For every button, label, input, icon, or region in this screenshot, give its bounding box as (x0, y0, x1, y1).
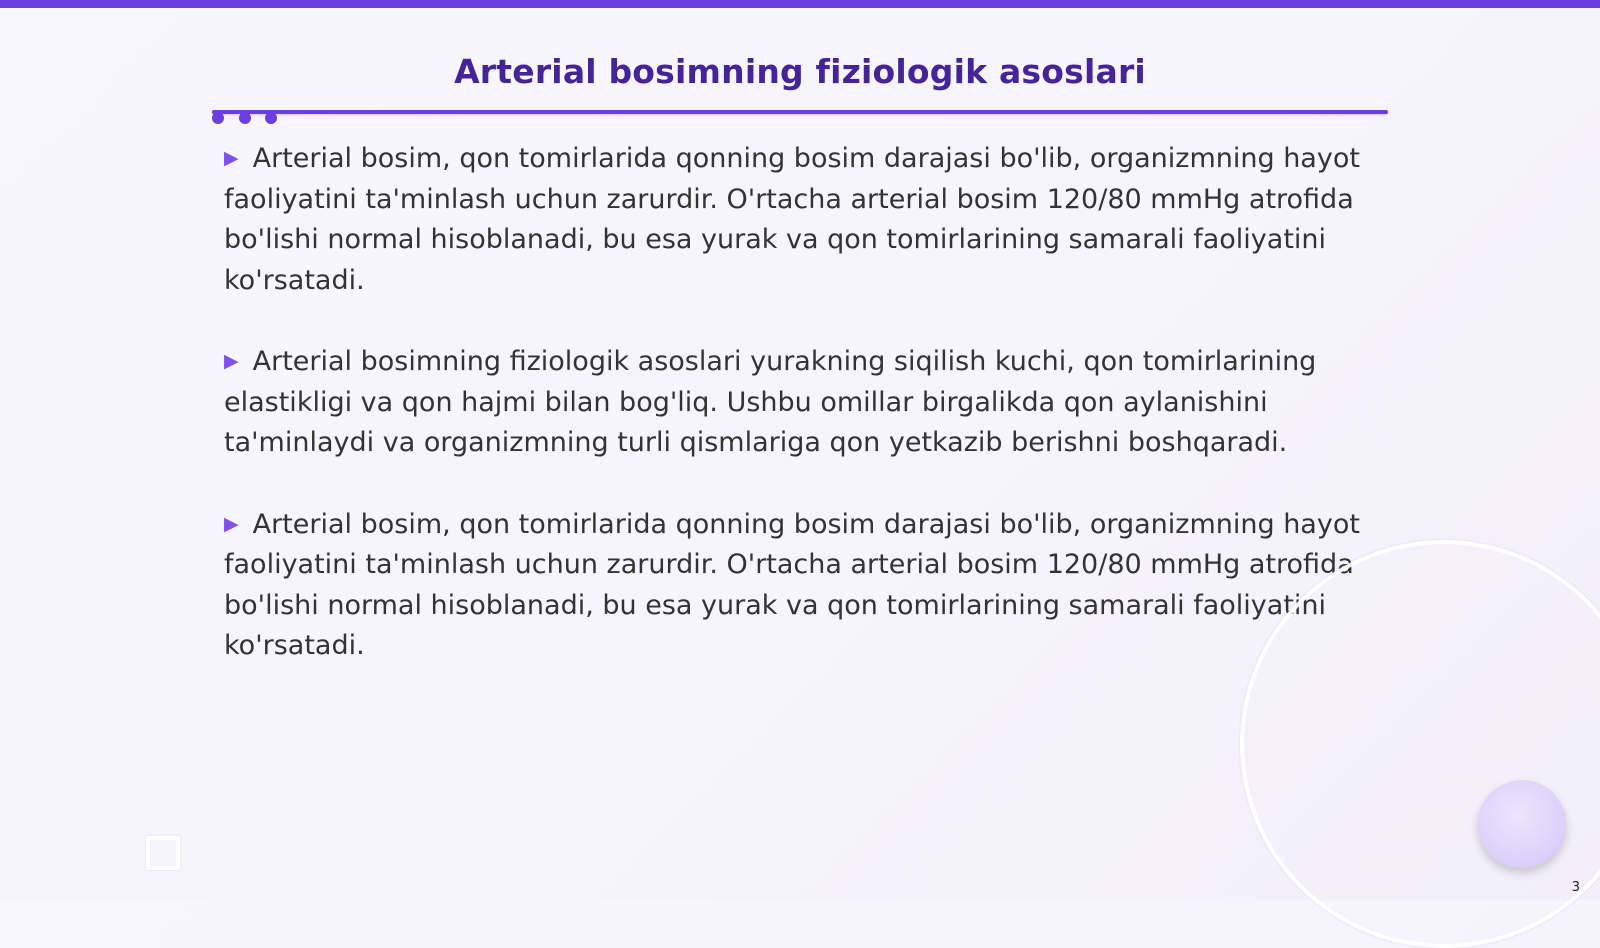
decorative-dot (212, 112, 224, 124)
slide-body (224, 138, 1368, 667)
title-underline (212, 110, 1388, 114)
top-accent-bar (0, 0, 1600, 8)
bullet-paragraph (224, 504, 1368, 667)
paragraph-text: Arterial bosimning fiziologik asoslari yurakning siqilish kuchi, qon tomirlarining elastikligi va qon hajmi bilan bog'liq. Ushbu omillar birgalikda qon aylanishini ta'minlaydi va organizmning turli qismlariga qon yetkazib berishni boshqaradi. (224, 346, 1317, 458)
bullet-paragraph (224, 138, 1368, 301)
decorative-square (146, 836, 180, 870)
slide-title: Arterial bosimning fiziologik asoslari (454, 52, 1146, 91)
decorative-sphere (1478, 780, 1566, 868)
page-number: 3 (1571, 880, 1580, 895)
decorative-dot (239, 112, 251, 124)
triangle-right-icon: ▶ (224, 147, 239, 169)
decorative-dot (265, 112, 277, 124)
paragraph-text: Arterial bosim, qon tomirlarida qonning bosim darajasi bo'lib, organizmning hayot faoliyatini ta'minlash uchun zarurdir. O'rtacha arterial bosim 120/80 mmHg atrofida bo'lishi normal hisoblanadi, bu esa yurak va qon tomirlarining samarali faoliyatini ko'rsatadi. (224, 508, 1360, 661)
paragraph-text: Arterial bosim, qon tomirlarida qonning bosim darajasi bo'lib, organizmning hayot faoliyatini ta'minlash uchun zarurdir. O'rtacha arterial bosim 120/80 mmHg atrofida bo'lishi normal hisoblanadi, bu esa yurak va qon tomirlarining samarali faoliyatini ko'rsatadi. (224, 143, 1360, 296)
bullet-paragraph (224, 341, 1368, 464)
triangle-right-icon: ▶ (224, 350, 239, 372)
triangle-right-icon: ▶ (224, 512, 239, 535)
